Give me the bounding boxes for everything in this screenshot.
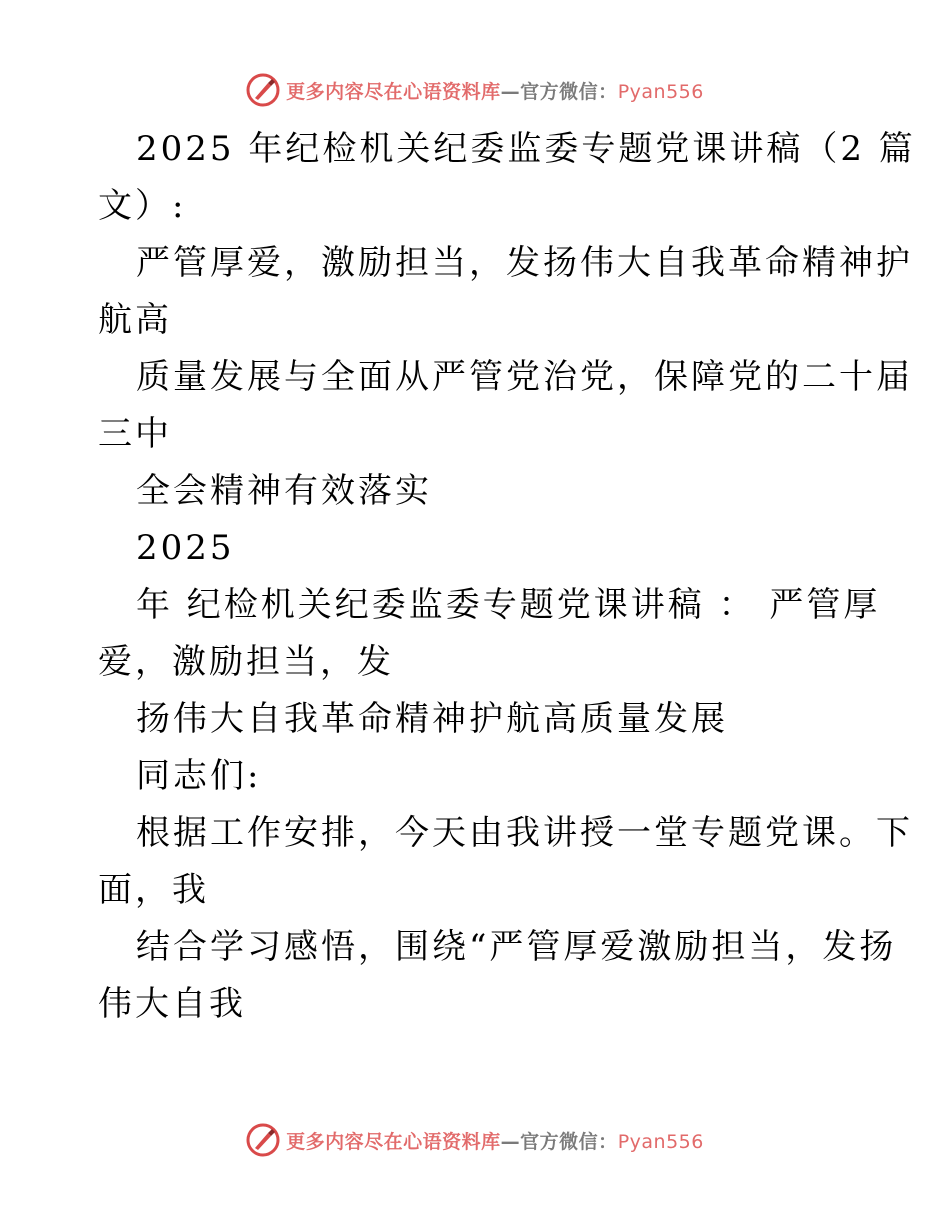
document-body	[98, 121, 916, 1033]
watermark-wechat-id: Pyan556	[617, 80, 704, 103]
doc-line-subtitle-1: 严管厚爱，激励担当，发扬伟大自我革命精神护	[136, 243, 913, 283]
watermark-separator: —	[500, 1130, 521, 1153]
doc-line-heading-1: 年 纪检机关纪委监委专题党课讲稿 ： 严管厚	[136, 585, 881, 625]
doc-line-salutation: 同志们:	[136, 756, 262, 796]
watermark-wechat-id: Pyan556	[617, 1130, 704, 1153]
watermark-brand: 更多内容尽在心语资料库	[286, 80, 501, 103]
doc-line-paragraph-2: 面，我	[98, 870, 209, 910]
doc-line-title-1: 2025 年纪检机关纪委监委专题党课讲稿（2 篇	[136, 129, 916, 169]
footer-watermark	[0, 1120, 950, 1160]
doc-line-paragraph-1: 根据工作安排，今天由我讲授一堂专题党课。下	[136, 813, 913, 853]
watermark-label: 官方微信：	[520, 80, 618, 103]
doc-line-paragraph-3: 结合学习感悟，围绕“严管厚爱激励担当，发扬	[136, 927, 897, 967]
doc-line-subtitle-3: 质量发展与全面从严管党治党，保障党的二十届	[136, 357, 913, 397]
watermark-brand: 更多内容尽在心语资料库	[286, 1130, 501, 1153]
watermark-separator: —	[500, 80, 521, 103]
doc-line-title-2: 文）:	[98, 186, 187, 226]
doc-line-subtitle-4: 三中	[98, 414, 172, 454]
doc-line-subtitle-2: 航高	[98, 300, 172, 340]
doc-line-paragraph-4: 伟大自我	[98, 984, 246, 1024]
watermark-label: 官方微信：	[520, 1130, 618, 1153]
header-watermark	[0, 70, 950, 110]
pen-logo-icon	[246, 73, 280, 107]
doc-line-subtitle-5: 全会精神有效落实	[136, 471, 432, 511]
doc-line-year: 2025	[136, 528, 235, 568]
doc-line-heading-2: 爱，激励担当，发	[98, 642, 394, 682]
pen-logo-icon	[246, 1123, 280, 1157]
doc-line-heading-3: 扬伟大自我革命精神护航高质量发展	[136, 699, 728, 739]
